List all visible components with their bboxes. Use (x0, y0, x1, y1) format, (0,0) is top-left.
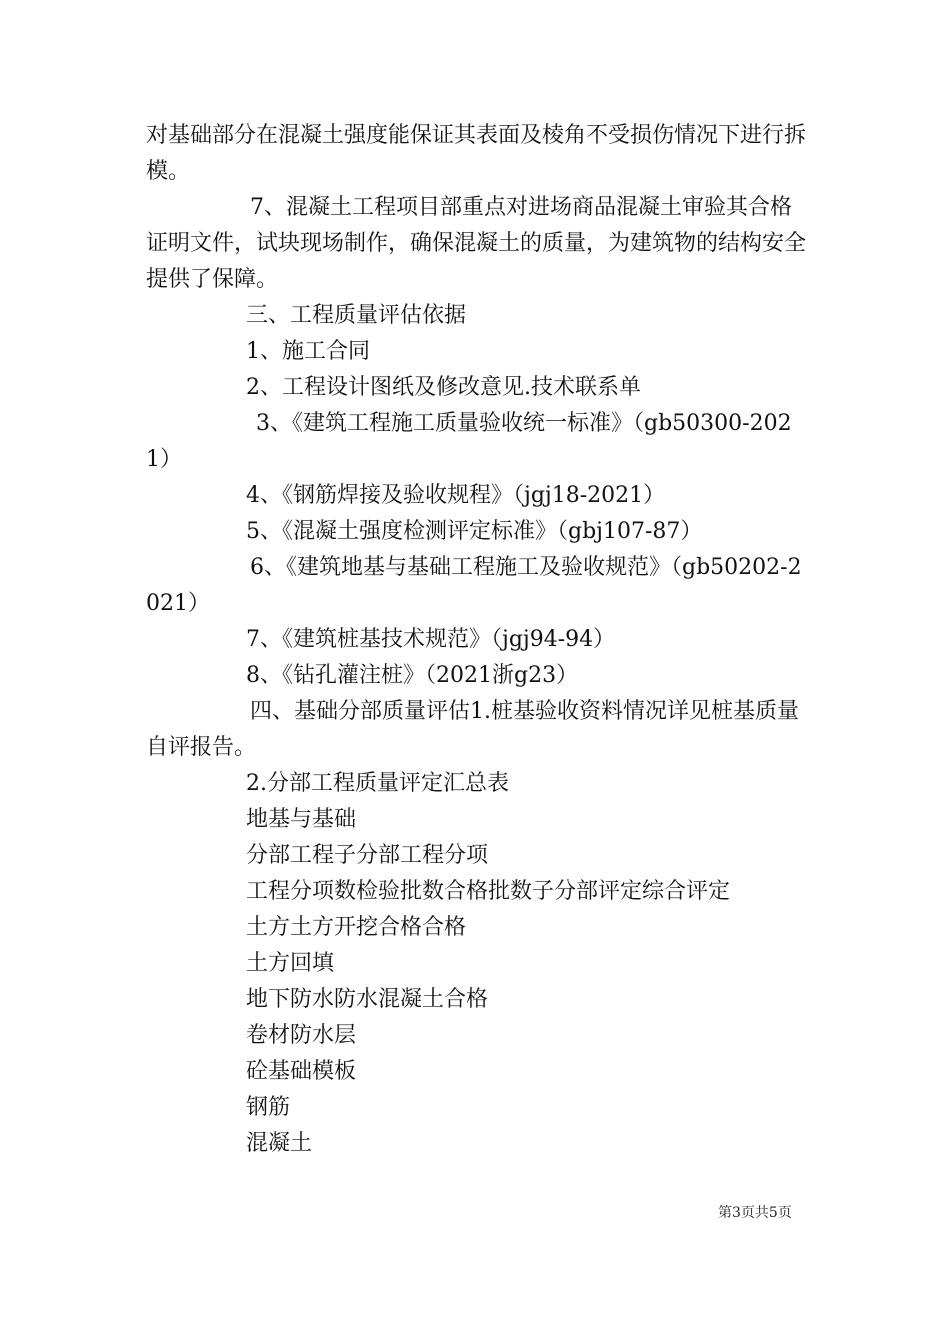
summary-line: 土方回填 (246, 951, 335, 976)
basis-item-7: 7、《建筑桩基技术规范》（jgj94-94） (246, 627, 616, 652)
paragraph-formwork-removal: 对基础部分在混凝土强度能保证其表面及棱角不受损伤情况下进行拆模。 (146, 123, 807, 184)
summary-line: 地下防水防水混凝土合格 (246, 987, 489, 1012)
basis-item-2: 2、工程设计图纸及修改意见.技术联系单 (246, 375, 641, 400)
basis-item-1: 1、施工合同 (246, 339, 370, 364)
summary-table-title: 2.分部工程质量评定汇总表 (246, 771, 509, 796)
summary-line: 钢筋 (246, 1095, 291, 1120)
section-heading-foundation-evaluation: 四、基础分部质量评估1.桩基验收资料情况详见桩基质量自评报告。 (146, 699, 799, 760)
summary-line: 土方土方开挖合格合格 (246, 915, 467, 940)
basis-item-8: 8、《钻孔灌注桩》（2021浙g23） (246, 663, 579, 688)
paragraph-concrete-quality: 7、混凝土工程项目部重点对进场商品混凝土审验其合格证明文件，试块现场制作，确保混凝土的质量，为建筑物的结构安全提供了保障。 (146, 195, 807, 292)
basis-item-4: 4、《钢筋焊接及验收规程》（jgj18-2021） (246, 483, 666, 508)
page-number-footer: 第3页共5页 (718, 1205, 792, 1221)
basis-item-3: 3、《建筑工程施工质量验收统一标准》（gb50300-2021） (146, 411, 792, 472)
summary-line: 工程分项数检验批数合格批数子分部评定综合评定 (246, 879, 731, 904)
summary-line: 分部工程子分部工程分项 (246, 843, 489, 868)
summary-line: 卷材防水层 (246, 1023, 357, 1048)
summary-line: 地基与基础 (246, 807, 357, 832)
document-body (146, 118, 810, 1162)
basis-item-6: 6、《建筑地基与基础工程施工及验收规范》（gb50202-2021） (146, 555, 802, 616)
summary-line: 砼基础模板 (246, 1059, 357, 1084)
basis-item-5: 5、《混凝土强度检测评定标准》（gbj107-87） (246, 519, 703, 544)
summary-line: 混凝土 (246, 1131, 313, 1156)
section-heading-basis: 三、工程质量评估依据 (246, 303, 467, 328)
